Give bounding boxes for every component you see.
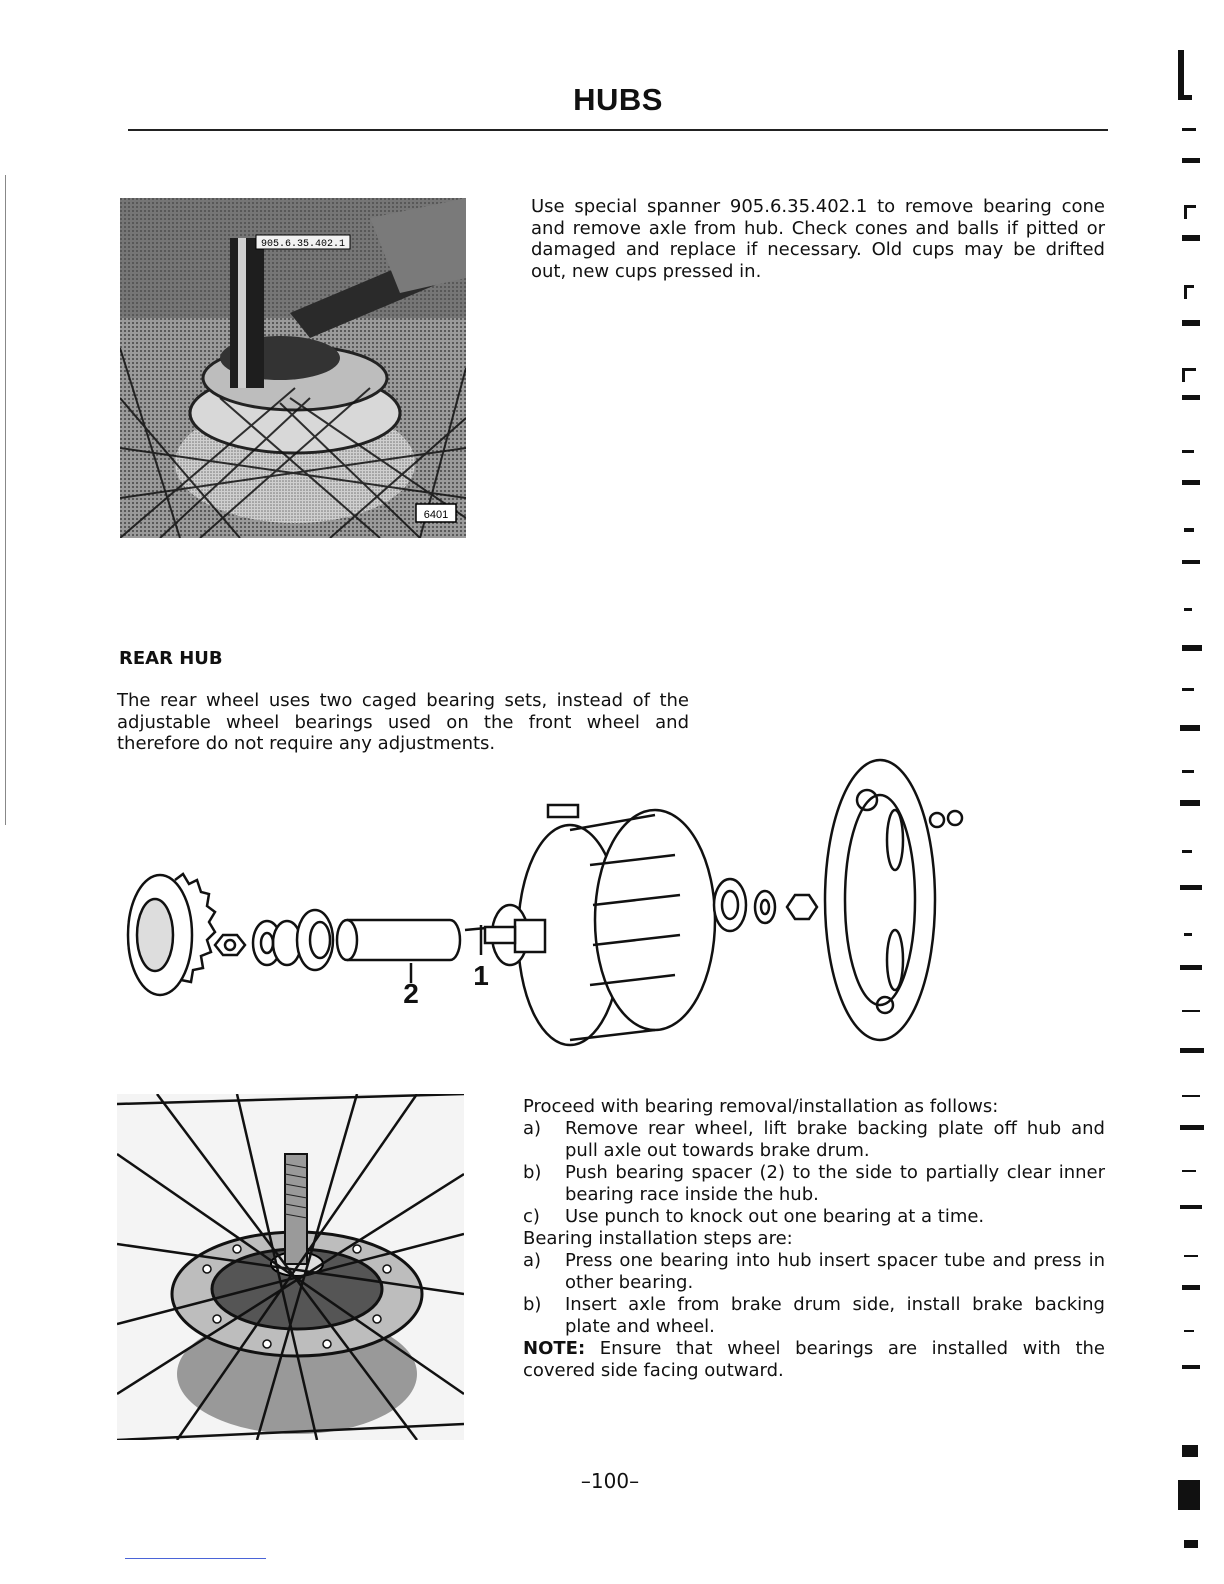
scan-margin-line [5,175,6,825]
hub-photo [117,1094,464,1440]
sprocket-bolts [930,811,962,827]
spacer-left [253,921,301,965]
drive-sprocket-left [128,874,215,995]
hub-body [465,810,735,1045]
diagram-label-spacer: 2 [403,978,419,1009]
rear-hub-paragraph: The rear wheel uses two caged bearing sets, instead of the adjustable wheel bearings used on the front wheel and therefore do not require any adjustments. [117,690,689,754]
bearing-left [297,910,333,970]
removal-step [523,1162,1105,1206]
step-letter: a) [523,1250,542,1271]
intro-paragraph: Use special spanner 905.6.35.402.1 to remove bearing cone and remove axle from hub. Check cones and balls if pitted or damaged and replace if necessary. Old cups may be drifted out, new cups pressed in. [531,196,1105,282]
spacer-tube [337,920,460,960]
figure-number: 6401 [423,509,449,521]
spacer-right [755,891,775,923]
step-text: Press one bearing into hub insert spacer tube and press in other bearing. [565,1250,1105,1293]
note [523,1338,1105,1382]
diagram-label-bearing: 1 [473,960,489,991]
step-text: Push bearing spacer (2) to the side to partially clear inner bearing race inside the hub. [565,1162,1105,1205]
bearing-right [714,879,746,931]
tool-number-tag: 905.6.35.402.1 [260,239,346,250]
install-step [523,1250,1105,1294]
step-letter: c) [523,1206,540,1227]
step-letter: b) [523,1294,542,1315]
step-letter: b) [523,1162,542,1183]
note-label: NOTE: [523,1338,586,1359]
install-heading: Bearing installation steps are: [523,1228,793,1249]
note-text: Ensure that wheel bearings are installed with the covered side facing outward. [523,1338,1106,1381]
scan-margin-marks [1178,40,1218,1580]
install-step [523,1294,1105,1338]
removal-step [523,1206,1105,1228]
spanner-photo [120,198,466,538]
step-letter: a) [523,1118,542,1139]
rear-hub-heading: REAR HUB [119,648,223,669]
axle-nut-left [215,935,245,955]
page-title: HUBS [573,82,663,117]
page-number: –100– [580,1469,640,1493]
procedure-section [523,1096,1105,1382]
axle-nut-right [787,895,817,919]
rear-sprocket [825,760,935,1040]
step-text: Use punch to knock out one bearing at a time. [565,1206,985,1227]
grease-nipple [548,805,578,817]
step-text: Insert axle from brake drum side, install brake backing plate and wheel. [565,1294,1105,1337]
step-text: Remove rear wheel, lift brake backing plate off hub and pull axle out towards brake drum. [565,1118,1105,1161]
title-rule [128,129,1108,131]
rear-hub-exploded-diagram [115,745,975,1055]
footer-link-underline [125,1558,266,1559]
procedure-intro: Proceed with bearing removal/installation as follows: [523,1096,999,1117]
removal-step [523,1118,1105,1162]
